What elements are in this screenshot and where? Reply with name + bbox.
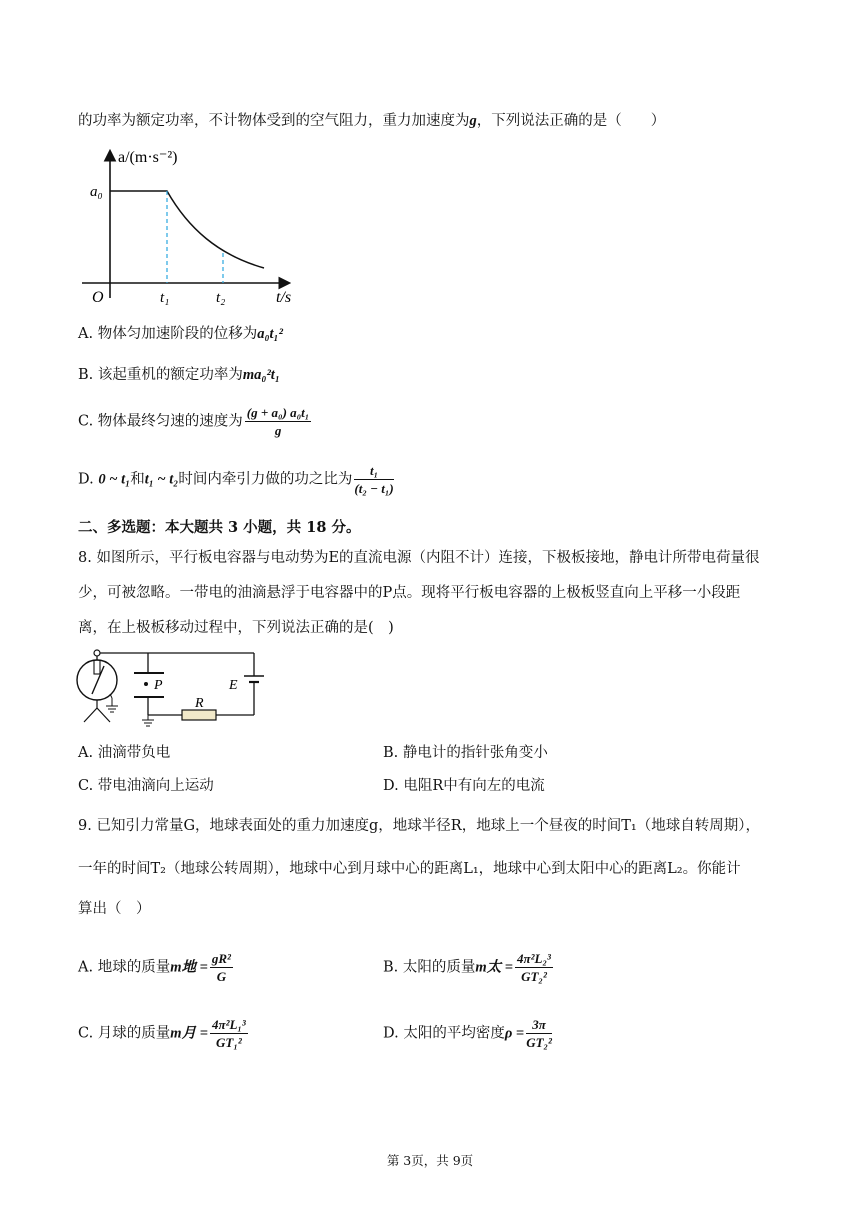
y-axis-label: a/(m·s⁻²) [118,149,178,166]
emf-label: E [229,678,238,693]
section-heading: 二、多选题：本大题共 3 小题，共 18 分。 [78,519,361,536]
resistor-label: R [195,696,204,711]
q8-stem-line3: 离，在上极板移动过程中，下列说法正确的是( ) [78,620,394,636]
q9-option-d[interactable]: D. 太阳的平均密度ρ = $\frac{3\pi}{\text{GT₂²}}$ [383,1017,552,1050]
electrometer-dial [77,660,117,700]
fraction: $\frac{\text{4π²L₂³}}{\text{GT₂²}}$ [517,951,551,984]
q7-option-c[interactable]: C. 物体最终匀速的速度为 $\frac{\text{(g + a₀) a₀t₁}}{g}$ [78,405,310,438]
fraction: $\frac{\text{4π²L₁³}}{\text{GT₁²}}$ [211,1017,246,1050]
q8-option-b[interactable]: B. 静电计的指针张角变小 [383,745,548,761]
q7-stem: 的功率为额定功率，不计物体受到的空气阻力，重力加速度为g，下列说法正确的是（ ） [78,113,666,129]
fraction: $\frac{\text{gR²}}{G}$ [211,951,231,984]
x-axis-label: t/s [276,289,292,306]
fraction: $\frac{\text{t₁}}{\text{(t₂ − t₁)}}$ [354,463,394,496]
oil-drop [144,682,148,686]
q9-stem-line2: 一年的时间T₂（地球公转周期），地球中心到月球中心的距离L₁，地球中心到太阳中心的距离L₂。你能计 [78,861,741,877]
resistor [182,710,216,720]
fraction: $\frac{3\pi}{\text{GT₂²}}$ [526,1017,552,1050]
q9-stem-line3: 算出（ ） [78,901,151,917]
q7-option-a[interactable]: A. 物体匀加速阶段的位移为a₀t₁² [78,326,283,342]
q9-option-a[interactable]: A. 地球的质量m地 = $\frac{\text{gR²}}{G}$ [78,951,231,984]
q8-stem-line2: 少，可被忽略。一带电的油滴悬浮于电容器中的P点。现将平行板电容器的上极板竖直向上平移一小段距 [78,585,741,601]
capacitor-circuit-diagram [72,646,272,734]
page-footer: 第 3页，共 9页 [386,1153,474,1168]
q8-stem-line1: 8. 如图所示，平行板电容器与电动势为E的直流电源（内阻不计）连接，下极板接地，静电计所带电荷量很 [78,550,760,566]
q9-option-c[interactable]: C. 月球的质量m月 = $\frac{\text{4π²L₁³}}{\text{GT₁²}}$ [78,1017,246,1050]
point-p-label: P [154,678,163,693]
q9-option-b[interactable]: B. 太阳的质量m太 = $\frac{\text{4π²L₂³}}{\text{GT₂²}}$ [383,951,551,984]
q7-option-b[interactable]: B. 该起重机的额定功率为ma₀²t₁ [78,367,280,383]
origin-label: O [92,289,104,306]
acceleration-time-graph [78,140,308,310]
q7-option-d[interactable]: D. 0 ~ t₁和t₁ ~ t₂时间内牵引力做的功之比为 $\frac{\text{t₁}}{\text{(t₂ − t₁)}}$ [78,463,394,496]
x-tick-t2: t₂ [216,290,226,306]
x-tick-t1: t₁ [160,290,170,306]
curve [110,191,264,268]
q9-stem-line1: 9. 已知引力常量G，地球表面处的重力加速度g，地球半径R，地球上一个昼夜的时间T₁（地球自转周期）， [78,818,760,834]
y-tick-a0: a₀ [90,184,103,200]
q8-option-c[interactable]: C. 带电油滴向上运动 [78,778,214,794]
q8-option-d[interactable]: D. 电阻R中有向左的电流 [383,778,545,794]
fraction: $\frac{\text{(g + a₀) a₀t₁}}{g}$ [246,405,310,438]
q8-option-a[interactable]: A. 油滴带负电 [78,745,171,761]
